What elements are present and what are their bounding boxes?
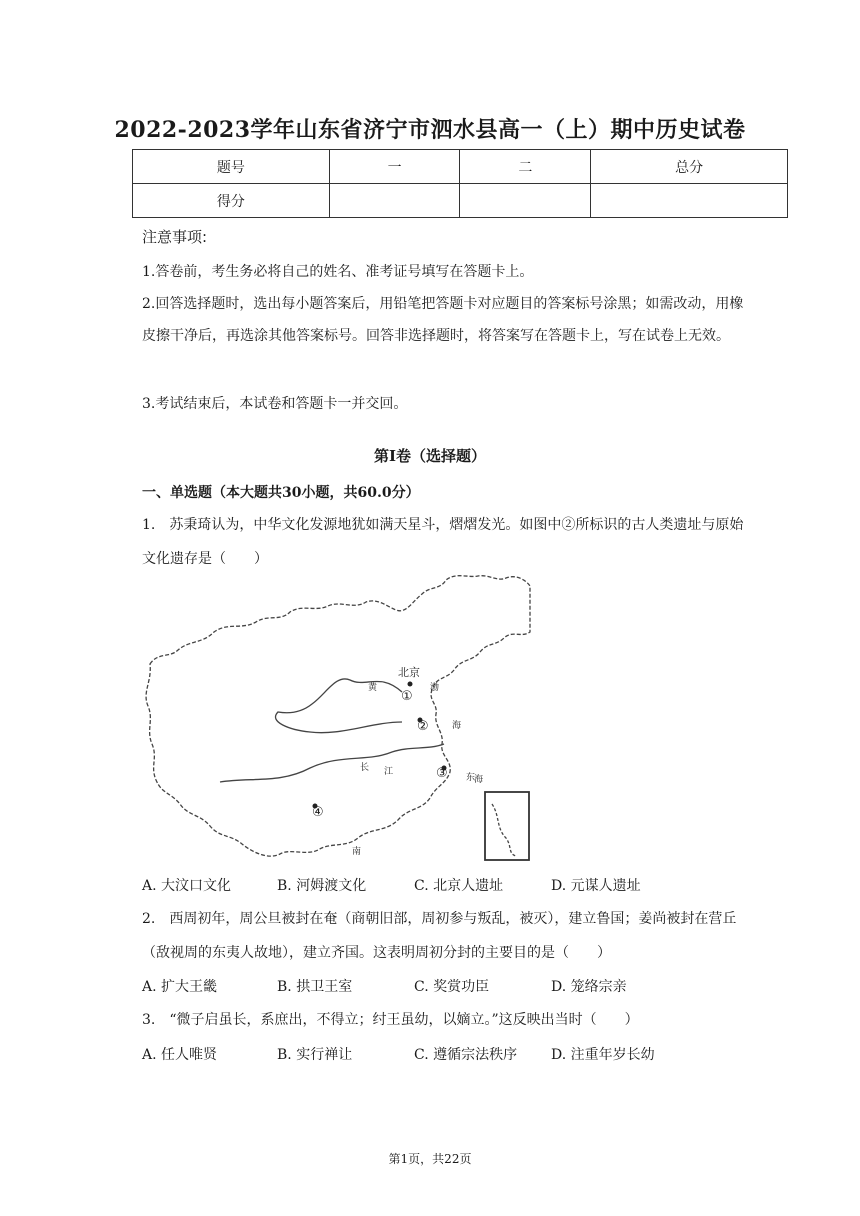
score-cell: 得分 bbox=[133, 184, 330, 218]
page-footer: 第1页，共22页 bbox=[388, 1152, 472, 1166]
question-1-options bbox=[142, 875, 641, 895]
notice-item: 1.答卷前，考生务必将自己的姓名、准考证号填写在答题卡上。 bbox=[142, 264, 534, 280]
exam-title: 2022-2023学年山东省济宁市泗水县高一（上）期中历史试卷 bbox=[114, 117, 746, 143]
option-d[interactable]: D. 元谋人遗址 bbox=[551, 878, 641, 894]
map-label-beijing: 北京 bbox=[398, 666, 420, 679]
question-3-options bbox=[142, 1044, 655, 1064]
map-label-sea: 海 bbox=[474, 775, 484, 785]
notice-heading: 注意事项: bbox=[142, 228, 208, 246]
option-a[interactable]: A. 扩大王畿 bbox=[142, 979, 218, 995]
map-label-river: 长 bbox=[360, 763, 370, 773]
map-label-sea: 渤 bbox=[430, 683, 440, 693]
option-b[interactable]: B. 河姆渡文化 bbox=[277, 878, 367, 894]
score-table bbox=[132, 149, 788, 218]
score-cell bbox=[460, 184, 591, 218]
notice-item: 3.考试结束后，本试卷和答题卡一并交回。 bbox=[142, 396, 408, 412]
option-a[interactable]: A. 大汶口文化 bbox=[142, 878, 232, 894]
score-table-header-row bbox=[133, 150, 788, 184]
option-d[interactable]: D. 注重年岁长幼 bbox=[551, 1047, 655, 1063]
question-1-stem: 1. 苏秉琦认为，中华文化发源地犹如满天星斗，熠熠发光。如图中②所标识的古人类遗址与原始文化遗存是（ ） bbox=[142, 517, 744, 567]
score-cell bbox=[591, 184, 788, 218]
map-label-sea: 东 bbox=[466, 773, 476, 783]
score-cell bbox=[329, 184, 460, 218]
map-label-river: 江 bbox=[384, 767, 394, 777]
score-cell: 一 bbox=[329, 150, 460, 184]
china-map-figure bbox=[140, 572, 532, 864]
map-label-sea: 南 bbox=[352, 847, 362, 857]
option-c[interactable]: C. 遵循宗法秩序 bbox=[414, 1047, 518, 1063]
map-label-site-1: ① bbox=[401, 689, 413, 704]
part-title: 第I卷（选择题） bbox=[373, 447, 487, 465]
score-cell: 总分 bbox=[591, 150, 788, 184]
question-3-stem: 3. “微子启虽长，系庶出，不得立；纣王虽幼，以嫡立。”这反映出当时（ ） bbox=[142, 1012, 639, 1028]
score-table-row bbox=[133, 184, 788, 218]
option-c[interactable]: C. 奖赏功臣 bbox=[414, 979, 490, 995]
option-b[interactable]: B. 实行禅让 bbox=[277, 1047, 353, 1063]
option-c[interactable]: C. 北京人遗址 bbox=[414, 878, 504, 894]
map-outline bbox=[146, 576, 530, 860]
question-2-stem: 2. 西周初年，周公旦被封在奄（商朝旧部，周初参与叛乱，被灭），建立鲁国；姜尚被封在营丘（敌视周的东夷人故地），建立齐国。这表明周初分封的主要目的是（ ） bbox=[142, 911, 737, 961]
map-label-river: 黄 bbox=[368, 683, 378, 693]
map-label-sea: 海 bbox=[452, 721, 462, 731]
map-label-site-4: ④ bbox=[312, 805, 324, 820]
option-b[interactable]: B. 拱卫王室 bbox=[277, 979, 353, 995]
score-cell: 二 bbox=[460, 150, 591, 184]
map-label-site-2: ② bbox=[417, 719, 429, 734]
option-d[interactable]: D. 笼络宗亲 bbox=[551, 979, 627, 995]
score-cell: 题号 bbox=[133, 150, 330, 184]
question-2-options bbox=[142, 976, 627, 996]
option-a[interactable]: A. 任人唯贤 bbox=[142, 1047, 218, 1063]
section-title: 一、单选题（本大题共30小题，共60.0分） bbox=[142, 485, 420, 501]
notice-item: 2.回答选择题时，选出每小题答案后，用铅笔把答题卡对应题目的答案标号涂黑；如需改动，用橡皮擦干净后，再选涂其他答案标号。回答非选择题时，将答案写在答题卡上，写在试卷上无效。 bbox=[142, 296, 744, 344]
site-markers bbox=[313, 682, 447, 809]
map-label-site-3: ③ bbox=[436, 766, 448, 781]
